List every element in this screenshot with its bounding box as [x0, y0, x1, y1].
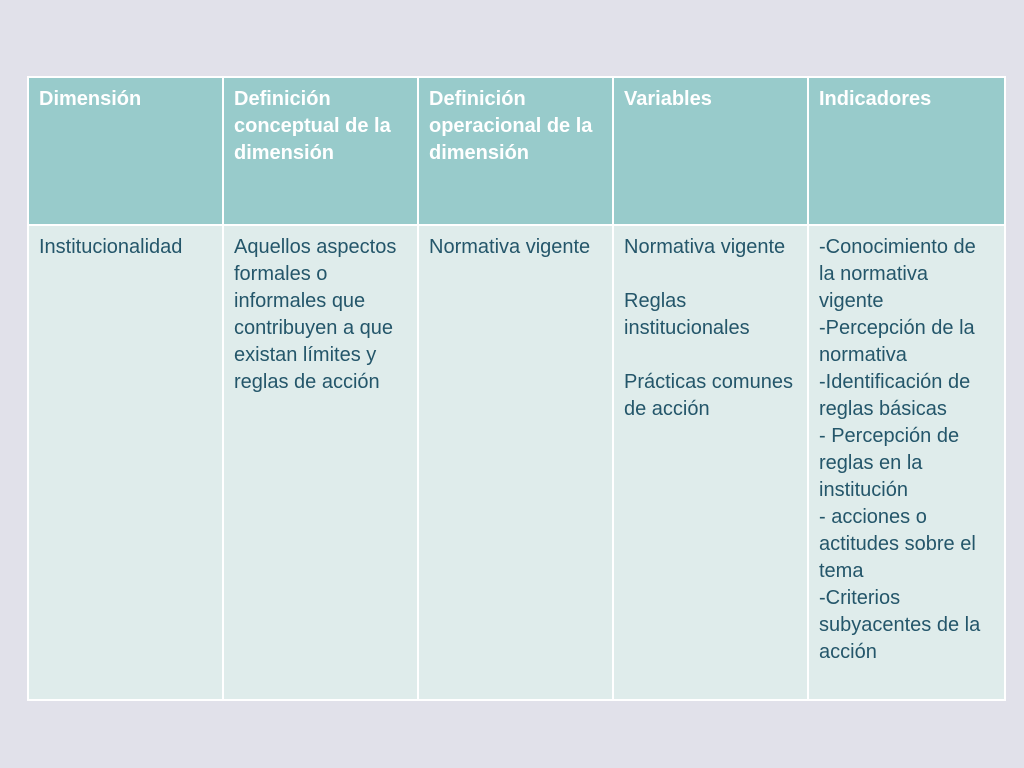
variable-item: Reglas institucionales [624, 290, 750, 339]
header-conceptual-definition: Definición conceptual de la dimensión [223, 77, 418, 225]
indicator-item: -Percepción de la normativa [819, 317, 975, 366]
header-dimension: Dimensión [28, 77, 223, 225]
cell-indicators [808, 225, 1005, 700]
indicator-item: -Identificación de reglas básicas [819, 371, 971, 420]
header-indicators: Indicadores [808, 77, 1005, 225]
cell-operational-definition: Normativa vigente [418, 225, 613, 700]
indicator-item: -Criterios subyacentes de la acción [819, 587, 981, 663]
header-variables: Variables [613, 77, 808, 225]
variable-item: Prácticas comunes de acción [624, 371, 793, 420]
indicator-item: - Percepción de reglas en la institución [819, 425, 960, 501]
dimension-table [27, 76, 1006, 701]
cell-conceptual-definition: Aquellos aspectos formales o informales que contribuyen a que existan límites y reglas de acción [223, 225, 418, 700]
header-row [28, 77, 1005, 225]
table-row [28, 225, 1005, 700]
cell-variables [613, 225, 808, 700]
indicator-item: - acciones o actitudes sobre el tema [819, 506, 976, 582]
cell-dimension: Institucionalidad [28, 225, 223, 700]
variable-item: Normativa vigente [624, 236, 786, 258]
indicator-item: -Conocimiento de la normativa vigente [819, 236, 976, 312]
header-operational-definition: Definición operacional de la dimensión [418, 77, 613, 225]
